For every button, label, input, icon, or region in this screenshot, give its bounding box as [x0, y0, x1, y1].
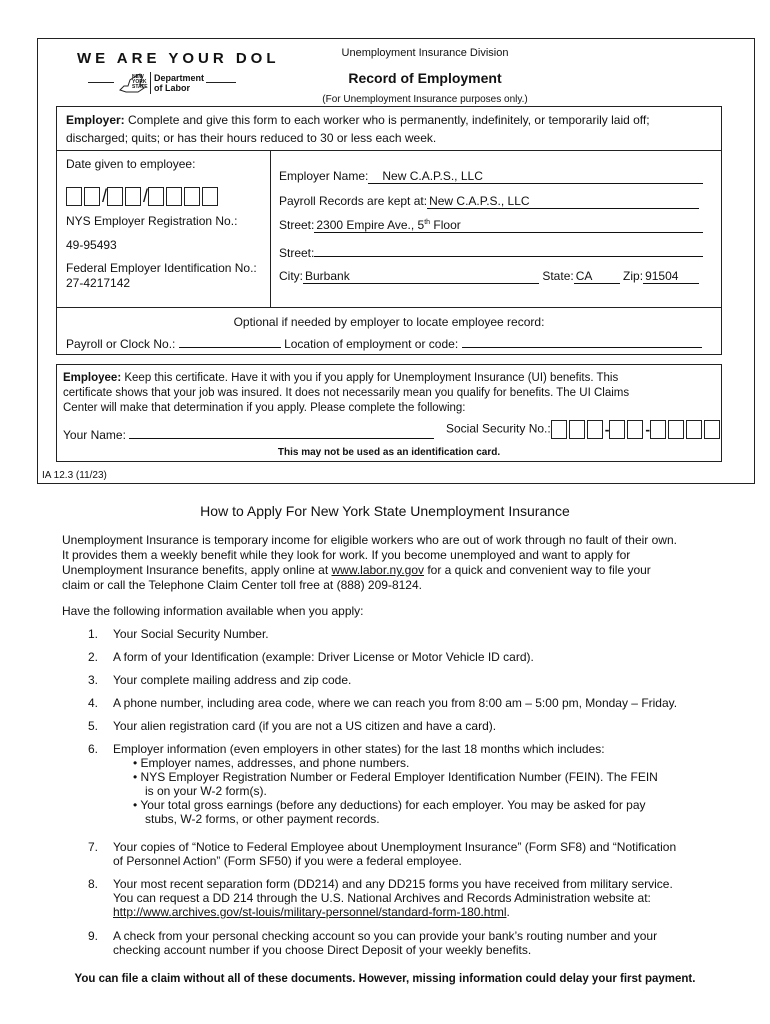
nys-reg-value: 49-95493 — [66, 238, 117, 252]
your-name-field[interactable]: Your Name: — [63, 425, 434, 442]
date-given-label: Date given to employee: — [66, 157, 196, 171]
division-name: Unemployment Insurance Division — [341, 47, 509, 59]
labor-website-link[interactable]: www.labor.ny.gov — [331, 563, 424, 577]
form-subtitle: (For Unemployment Insurance purposes only.) — [322, 94, 528, 105]
city-state-zip-field[interactable]: City: Burbank State: CA Zip: 91504 — [279, 269, 699, 284]
bullet-item: • Employer names, addresses, and phone numbers. — [133, 756, 410, 770]
how-to-title: How to Apply For New York State Unemployment Insurance — [200, 503, 570, 519]
payroll-records-field[interactable]: Payroll Records are kept at: New C.A.P.S., LLC — [279, 194, 699, 209]
employer-intro: Employer: Complete and give this form to each worker who is permanently, indefinitely, or temporarily laid off; — [66, 113, 650, 127]
employee-intro-3: Center will make that determination if you apply. Please complete the following: — [63, 402, 466, 414]
employee-intro-2: certificate shows that your job was insured. It does not necessarily mean you qualify for benefits. The UI Claims — [63, 387, 630, 399]
logo-state: NEW YORK STATE — [132, 74, 148, 90]
ssn-field[interactable]: Social Security No.: - - — [446, 420, 722, 439]
required-items-list: 1. Your Social Security Number. 2. A form of your Identification (example: Driver License or Motor Vehicle ID card). 3. Your complete mailing address and zip code. 4. A phone number, including area code, where we can reach you from 8:00 am – 5:00 pm, Monday – Friday. 5. Your alien registration card (if you are not a US citizen and have a card). 6. Employer information (even employers in other states) for the last 18 months which includes: — [88, 627, 678, 756]
how-to-intro: Unemployment Insurance is temporary income for eligible workers who are out of work through no fault of their own. It provides them a weekly benefit while they look for work. If you become unemployed and want to apply for Unemployment Insurance benefits, apply online at www.labor.ny.gov for a quick and convenient way to file your claim or call the Telephone Claim Center toll free at (888) 209-8124. — [62, 533, 677, 592]
fein-label: Federal Employer Identification No.: — [66, 261, 257, 275]
employer-name-field[interactable]: Employer Name: New C.A.P.S., LLC — [279, 169, 703, 184]
location-code-label: Location of employment or code: — [284, 337, 459, 351]
employer-info-bullets: • Employer names, addresses, and phone numbers. • NYS Employer Registration Number or Federal Employer Identification Number (FEIN). The FEIN is on your W-2 form(s). • Your total gross earnings (before any deductions) for each employer. You may be asked for pay stubs, W-2 forms, or other payment records. — [133, 756, 658, 826]
employer-intro-2: discharged; quits; or has their hours reduced to 30 or less each week. — [66, 131, 437, 145]
archives-link[interactable]: http://www.archives.gov/st-louis/military-personnel/standard-form-180.html — [113, 905, 507, 919]
clock-no-field[interactable]: Payroll or Clock No.: Location of employment or code: — [66, 334, 702, 351]
bullet-item: • Your total gross earnings (before any deductions) for each employer. You may be asked for pay — [133, 798, 646, 812]
date-given-field[interactable]: / / — [66, 186, 220, 207]
form-id: IA 12.3 (11/23) — [42, 470, 107, 481]
form-title: Record of Employment — [348, 70, 502, 86]
street-field[interactable]: Street: 2300 Empire Ave., 5th Floor — [279, 218, 703, 233]
street2-field[interactable]: Street: — [279, 242, 703, 260]
list-item: 8. Your most recent separation form (DD214) and any DD215 forms you have received from military service. You can request a DD 214 through the U.S. National Archives and Records Administration website at: http://www.archives.gov/st-louis/military-personnel/standard-form-180.html. — [88, 877, 673, 919]
logo-tagline: WE ARE YOUR DOL — [77, 50, 280, 67]
fein-value: 27-4217142 — [66, 276, 131, 290]
bullet-item: • NYS Employer Registration Number or Federal Employer Identification Number (FEIN). The FEIN — [133, 770, 658, 784]
nys-reg-label: NYS Employer Registration No.: — [66, 214, 238, 228]
optional-note: Optional if needed by employer to locate employee record: — [233, 315, 545, 329]
footer-note: You can file a claim without all of these documents. However, missing information could delay your first payment. — [74, 973, 696, 985]
have-info-label: Have the following information available when you apply: — [62, 604, 364, 618]
list-item: 9. A check from your personal checking account so you can provide your bank’s routing number and your checking account number if you choose Direct Deposit of your weekly benefits. — [88, 929, 658, 957]
list-item: 7. Your copies of “Notice to Federal Employee about Unemployment Insurance” (Form SF8) and “Notification of Personnel Action” (Form SF50) if you were a federal employee. — [88, 840, 677, 868]
id-card-warning: This may not be used as an identification card. — [277, 447, 501, 458]
employee-intro: Employee: Keep this certificate. Have it with you if you apply for Unemployment Insurance (UI) benefits. This — [63, 372, 619, 384]
logo-dept: Department of Labor — [154, 73, 205, 93]
